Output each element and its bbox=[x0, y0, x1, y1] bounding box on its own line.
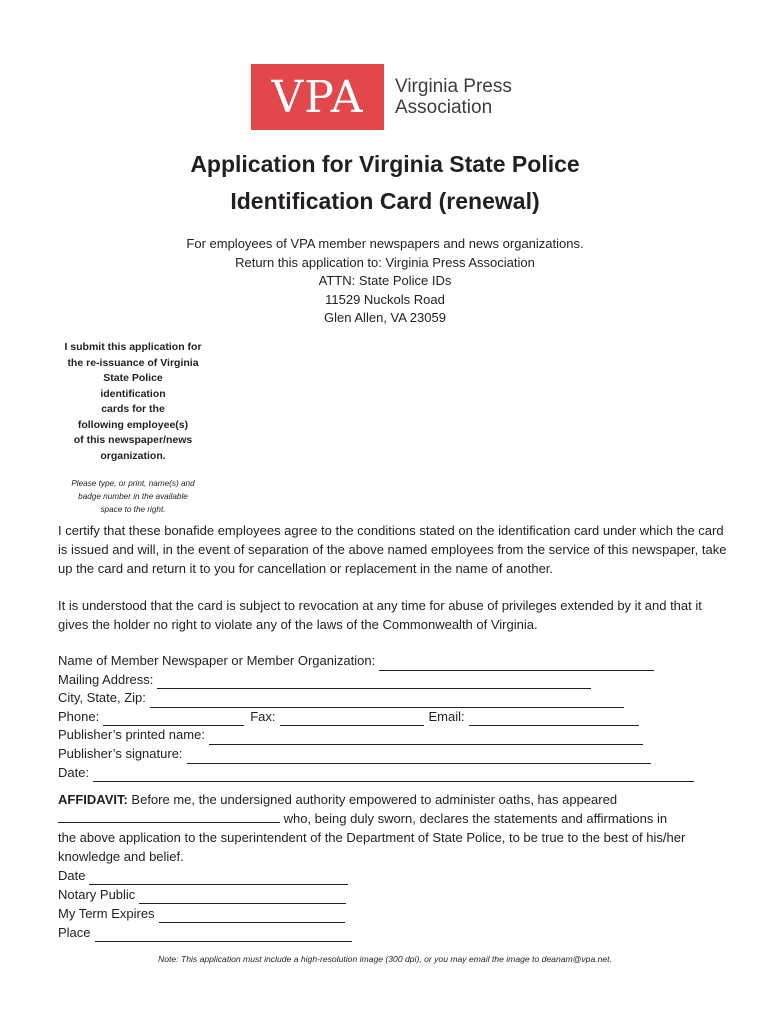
affiant-name-field[interactable] bbox=[58, 809, 280, 823]
certify-paragraph: I certify that these bonafide employees agree to the conditions stated on the identification card under which the card is issued and will, in the event of separation of the above named employees from the service of this newspaper, take up the card and return it to you for cancellation or replacement in the name of another. bbox=[58, 523, 727, 576]
notary-public-field[interactable] bbox=[139, 890, 346, 904]
org-name-label: Name of Member Newspaper or Member Organization: bbox=[58, 653, 376, 668]
side-note-line: Please type, or print, name(s) and bbox=[71, 479, 195, 488]
field-row-signature bbox=[58, 745, 738, 764]
notary-row-public bbox=[58, 885, 352, 904]
intro-block bbox=[0, 235, 770, 328]
phone-field[interactable] bbox=[103, 712, 244, 726]
field-row-date bbox=[58, 764, 738, 783]
affidavit-block bbox=[58, 790, 728, 866]
logo-line-1: Virginia Press bbox=[395, 76, 512, 97]
affidavit-text-2: who, being duly sworn, declares the statements and affirmations in bbox=[280, 811, 668, 826]
email-label: Email: bbox=[428, 708, 465, 724]
side-line: following employee(s) bbox=[77, 418, 189, 431]
field-row-city bbox=[58, 689, 738, 708]
notary-row-term bbox=[58, 904, 352, 923]
org-name-field[interactable] bbox=[379, 657, 654, 671]
field-row-org bbox=[58, 652, 738, 671]
page-title bbox=[0, 146, 770, 220]
intro-line: Glen Allen, VA 23059 bbox=[324, 310, 446, 326]
side-note-line: space to the right. bbox=[100, 504, 166, 514]
footer-note: Note: This application must include a high-resolution image (300 dpi), or you may email the image to deanam@vpa.net. bbox=[158, 954, 612, 964]
notary-block bbox=[58, 866, 352, 942]
affidavit-text-1: Before me, the undersigned authority empowered to administer oaths, has appeared bbox=[127, 792, 618, 807]
notary-place-label: Place bbox=[58, 925, 91, 940]
side-line: identification bbox=[100, 387, 166, 400]
logo-wordmark bbox=[395, 76, 512, 118]
email-field[interactable] bbox=[469, 712, 639, 726]
understood-paragraph: It is understood that the card is subject to revocation at any time for abuse of privileges extended by it and that it gives the holder no right to violate any of the laws of the Commonwealth of Virginia. bbox=[58, 598, 702, 632]
side-line: of this newspaper/news bbox=[73, 434, 193, 446]
mailing-field[interactable] bbox=[157, 675, 591, 689]
notary-term-label: My Term Expires bbox=[58, 906, 155, 921]
vpa-logo bbox=[251, 64, 512, 130]
affidavit-text-rest: the above application to the superintendent of the Department of State Police, to be true to the best of his/her knowledge and belief. bbox=[58, 830, 686, 864]
fax-field[interactable] bbox=[280, 712, 424, 726]
date-field[interactable] bbox=[93, 768, 694, 782]
title-line-2: Identification Card (renewal) bbox=[230, 188, 540, 214]
side-note-line: badge number in the available bbox=[78, 491, 188, 501]
side-line: the re-issuance of Virginia bbox=[67, 356, 199, 369]
affidavit-label: AFFIDAVIT: bbox=[58, 792, 128, 807]
fax-label: Fax: bbox=[250, 708, 276, 724]
side-line: State Police bbox=[103, 372, 163, 384]
intro-line: Return this application to: Virginia Press Association bbox=[235, 254, 535, 270]
notary-row-date bbox=[58, 866, 352, 885]
affidavit-line-2 bbox=[58, 809, 728, 828]
printed-name-label: Publisher’s printed name: bbox=[58, 727, 205, 743]
notary-row-place bbox=[58, 923, 352, 942]
field-row-printed-name bbox=[58, 726, 738, 745]
city-field[interactable] bbox=[150, 694, 624, 708]
logo-line-2: Association bbox=[395, 97, 493, 118]
notary-date-label: Date bbox=[58, 868, 86, 883]
notary-public-label: Notary Public bbox=[58, 887, 136, 902]
date-label: Date: bbox=[58, 764, 90, 780]
signature-label: Publisher’s signature: bbox=[58, 745, 183, 761]
title-line-1: Application for Virginia State Police bbox=[190, 151, 580, 177]
side-line: I submit this application for bbox=[64, 341, 202, 353]
signature-field[interactable] bbox=[187, 750, 651, 764]
phone-label: Phone: bbox=[58, 708, 100, 724]
side-line: cards for the bbox=[101, 403, 165, 415]
intro-line: ATTN: State Police IDs bbox=[318, 273, 452, 289]
notary-place-field[interactable] bbox=[95, 928, 352, 942]
intro-line: 11529 Nuckols Road bbox=[325, 291, 445, 307]
mailing-label: Mailing Address: bbox=[58, 671, 154, 687]
printed-name-field[interactable] bbox=[209, 731, 643, 745]
notary-term-field[interactable] bbox=[159, 909, 345, 923]
side-note bbox=[58, 478, 208, 516]
intro-line: For employees of VPA member newspapers and news organizations. bbox=[186, 236, 584, 251]
field-row-phone bbox=[58, 708, 738, 727]
notary-date-field[interactable] bbox=[89, 871, 348, 885]
side-statement bbox=[48, 340, 218, 464]
affidavit-line-1 bbox=[58, 790, 728, 809]
contact-fields bbox=[58, 652, 738, 782]
logo-mark: VPA bbox=[251, 64, 384, 130]
field-row-mailing bbox=[58, 671, 738, 690]
city-label: City, State, Zip: bbox=[58, 690, 146, 706]
side-line: organization. bbox=[100, 449, 166, 462]
